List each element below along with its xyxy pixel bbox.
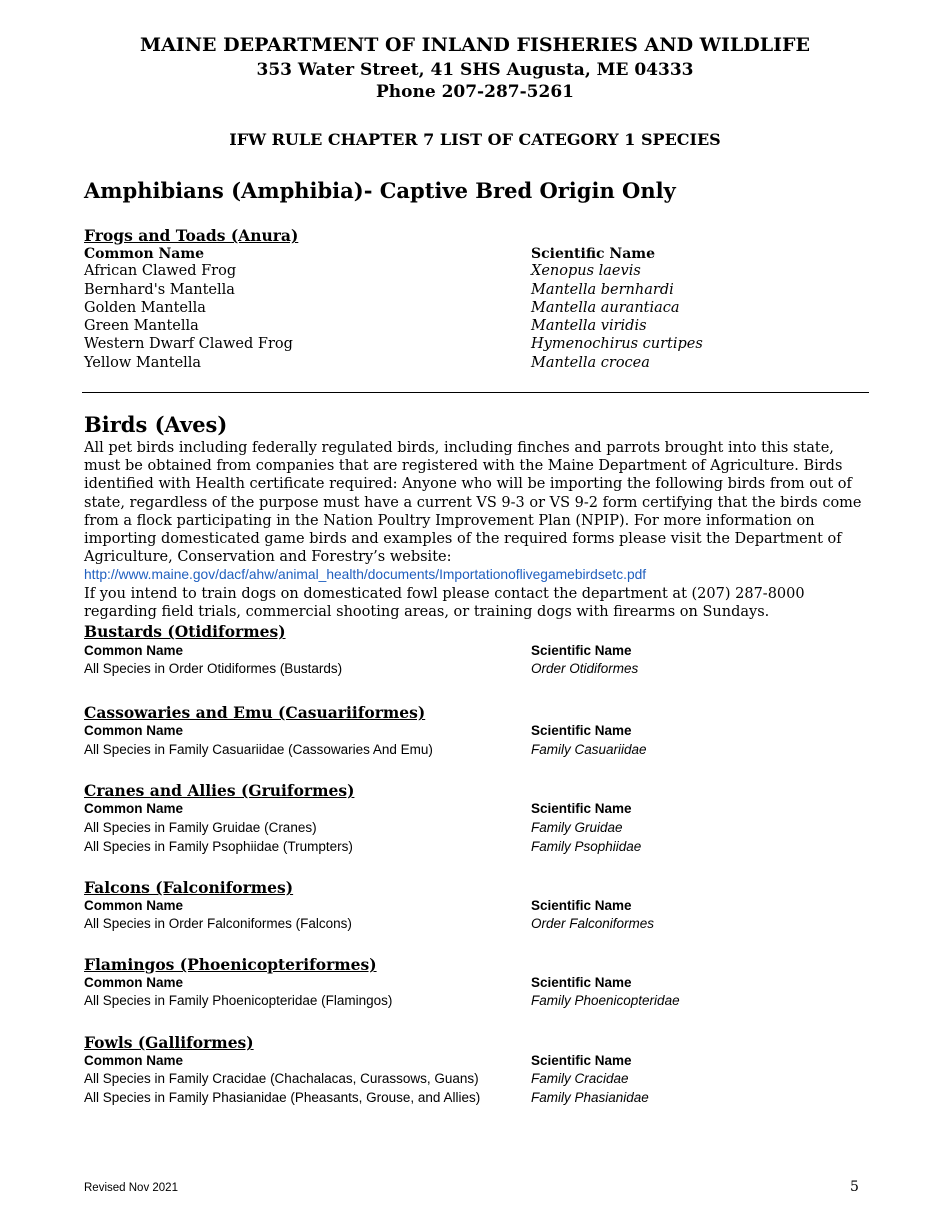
birds-note-text: If you intend to train dogs on domesticated fowl please contact the department at (207) 287-8000 regarding field trials, commercial shooting areas, or training dogs with firearms on Sundays. [84, 585, 805, 620]
table-row-scientific: Family Psophiidae [531, 839, 642, 854]
org-name: MAINE DEPARTMENT OF INLAND FISHERIES AND WILDLIFE [140, 34, 810, 56]
common-name-header: Common Name [84, 246, 205, 262]
table-row-common: Golden Mantella [84, 300, 206, 316]
scientific-name-header: Scientific Name [531, 801, 632, 816]
table-row-common: Western Dwarf Clawed Frog [84, 336, 293, 352]
org-phone: Phone 207-287-5261 [376, 82, 574, 102]
table-row-scientific: Family Phasianidae [531, 1090, 649, 1105]
cassowaries-group-title: Cassowaries and Emu (Casuariiformes) [84, 703, 426, 722]
table-row-scientific: Mantella viridis [531, 318, 647, 334]
falcons-group-title: Falcons (Falconiformes) [84, 878, 294, 897]
table-row-scientific: Family Phoenicopteridae [531, 993, 680, 1008]
amphibians-title: Amphibians (Amphibia)- Captive Bred Origin Only [84, 178, 676, 203]
table-row-scientific: Xenopus laevis [531, 263, 641, 279]
birds-intro-paragraph [84, 439, 874, 621]
table-row-scientific: Hymenochirus curtipes [531, 336, 703, 352]
common-name-header: Common Name [84, 801, 184, 816]
common-name-header: Common Name [84, 898, 184, 913]
bustards-group-title: Bustards (Otidiformes) [84, 622, 286, 641]
revision-date: Revised Nov 2021 [84, 1182, 178, 1194]
page-number: 5 [850, 1179, 859, 1195]
table-row-common: All Species in Family Cracidae (Chachalacas, Curassows, Guans) [84, 1071, 479, 1086]
scientific-name-header: Scientific Name [531, 246, 655, 262]
scientific-name-header: Scientific Name [531, 975, 632, 990]
anura-group-title: Frogs and Toads (Anura) [84, 226, 299, 245]
table-row-common: All Species in Family Gruidae (Cranes) [84, 820, 317, 835]
section-divider [82, 392, 869, 393]
table-row-common: African Clawed Frog [84, 263, 237, 279]
scientific-name-header: Scientific Name [531, 898, 632, 913]
fowls-group-title: Fowls (Galliformes) [84, 1033, 254, 1052]
scientific-name-header: Scientific Name [531, 643, 632, 658]
org-address: 353 Water Street, 41 SHS Augusta, ME 04333 [256, 60, 694, 80]
birds-title: Birds (Aves) [84, 412, 228, 437]
table-row-common: Bernhard's Mantella [84, 282, 235, 298]
table-row-scientific: Family Casuariidae [531, 742, 647, 757]
table-row-common: Green Mantella [84, 318, 199, 334]
table-row-common: All Species in Family Phoenicopteridae (Flamingos) [84, 993, 393, 1008]
scientific-name-header: Scientific Name [531, 723, 632, 738]
common-name-header: Common Name [84, 643, 184, 658]
common-name-header: Common Name [84, 1053, 184, 1068]
import-guidelines-link[interactable]: http://www.maine.gov/dacf/ahw/animal_health/documents/Importationoflivegamebirdsetc.pdf [84, 567, 647, 583]
table-row-common: Yellow Mantella [84, 355, 202, 371]
flamingos-group-title: Flamingos (Phoenicopteriformes) [84, 955, 377, 974]
table-row-common: All Species in Order Otidiformes (Bustards) [84, 661, 343, 676]
table-row-common: All Species in Order Falconiformes (Falcons) [84, 916, 352, 931]
common-name-header: Common Name [84, 723, 184, 738]
scientific-name-header: Scientific Name [531, 1053, 632, 1068]
cranes-group-title: Cranes and Allies (Gruiformes) [84, 781, 355, 800]
table-row-scientific: Mantella bernhardi [531, 282, 674, 298]
table-row-common: All Species in Family Psophiidae (Trumpters) [84, 839, 353, 854]
table-row-scientific: Mantella crocea [531, 355, 650, 371]
rule-title: IFW RULE CHAPTER 7 LIST OF CATEGORY 1 SPECIES [229, 130, 721, 149]
birds-intro-text: All pet birds including federally regulated birds, including finches and parrots brought into this state, must be obtained from companies that are registered with the Maine Department of Agriculture. Birds identified with Health certificate required: Anyone who will be importing the following birds from out of state, regardless of the purpose must have a current VS 9-3 or VS 9-2 form certifying that the birds come from a flock participating in the Nation Poultry Improvement Plan (NPIP). For more information on importing domesticated game birds and examples of the required forms please visit the Department of Agriculture, Conservation and Forestry’s website: [84, 440, 862, 566]
common-name-header: Common Name [84, 975, 184, 990]
table-row-scientific: Family Gruidae [531, 820, 623, 835]
table-row-scientific: Order Falconiformes [531, 916, 655, 931]
table-row-scientific: Order Otidiformes [531, 661, 639, 676]
table-row-common: All Species in Family Casuariidae (Cassowaries And Emu) [84, 742, 433, 757]
table-row-common: All Species in Family Phasianidae (Pheasants, Grouse, and Allies) [84, 1090, 481, 1105]
table-row-scientific: Mantella aurantiaca [531, 300, 680, 316]
table-row-scientific: Family Cracidae [531, 1071, 629, 1086]
